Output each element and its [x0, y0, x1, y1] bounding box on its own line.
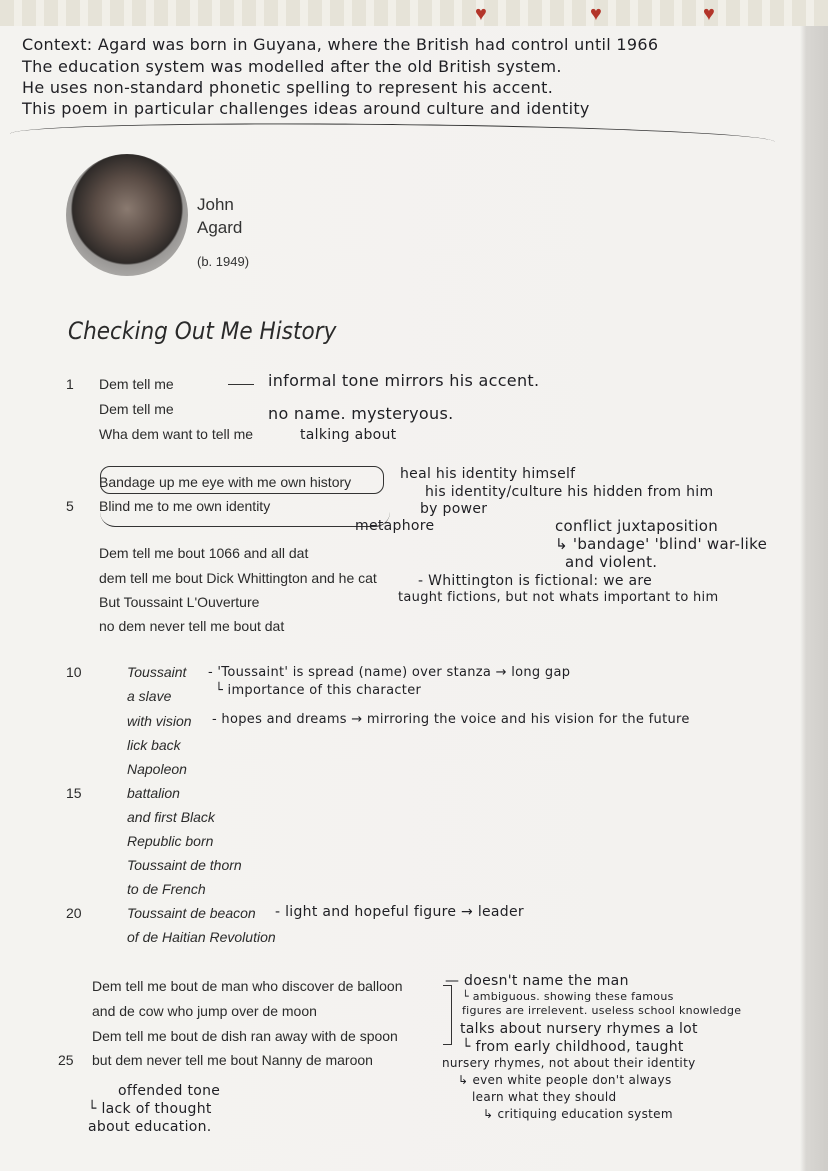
poet-photo: [66, 154, 188, 276]
annotation: nursery rhymes, not about their identity: [442, 1056, 696, 1070]
annotation: metaphore: [355, 518, 435, 534]
context-note: Context: Agard was born in Guyana, where the British had control until 1966: [22, 35, 659, 54]
poet-birth-year: (b. 1949): [197, 254, 250, 269]
annotation: figures are irrelevent. useless school knowledge: [462, 1004, 742, 1017]
poem-line: to de French: [127, 881, 206, 897]
line-number: 20: [66, 905, 82, 921]
divider: [10, 120, 775, 145]
annotation: talking about: [300, 427, 397, 443]
annotation: taught fictions, but not whats important to him: [398, 590, 719, 605]
poem-line: but dem never tell me bout Nanny de maroon: [92, 1052, 373, 1068]
line-number: 25: [58, 1052, 74, 1068]
poem-line: Dem tell me bout de man who discover de balloon: [92, 978, 403, 994]
poem-line: Toussaint: [127, 664, 187, 680]
annotation: - light and hopeful figure → leader: [275, 904, 524, 920]
annotation: by power: [420, 501, 488, 517]
line-number: 1: [66, 376, 74, 392]
poem-line: Dem tell me bout 1066 and all dat: [99, 545, 309, 561]
annotation: heal his identity himself: [400, 466, 576, 482]
annotation-dash: [228, 384, 254, 385]
annotation-bracket: [443, 985, 452, 1045]
line-number: 15: [66, 785, 82, 801]
poem-line: no dem never tell me bout dat: [99, 618, 285, 634]
line-number: 5: [66, 498, 74, 514]
poem-line: and de cow who jump over de moon: [92, 1003, 317, 1019]
poem-line: dem tell me bout Dick Whittington and he cat: [99, 570, 377, 586]
annotation: his identity/culture his hidden from him: [425, 484, 714, 500]
line-number: 10: [66, 664, 82, 680]
poem-line: But Toussaint L'Ouverture: [99, 594, 260, 610]
poet-last-name: Agard: [197, 218, 243, 237]
poem-line: Blind me to me own identity: [99, 498, 271, 514]
annotation: about education.: [88, 1119, 212, 1135]
poem-line: Dem tell me: [99, 376, 174, 392]
poem-line: Wha dem want to tell me: [99, 426, 254, 442]
annotation: - 'Toussaint' is spread (name) over stanza → long gap: [208, 665, 571, 680]
poem-line: Toussaint de beacon: [127, 905, 256, 921]
context-note: This poem in particular challenges ideas around culture and identity: [22, 99, 590, 118]
annotation: ↳ 'bandage' 'blind' war-like: [555, 535, 768, 553]
poem-line: Dem tell me: [99, 401, 174, 417]
annotation: informal tone mirrors his accent.: [268, 371, 540, 390]
annotation: └ importance of this character: [215, 683, 422, 698]
annotation: └ ambiguous. showing these famous: [462, 990, 674, 1003]
poem-line: Republic born: [127, 833, 214, 849]
poem-line: Bandage up me eye with me own history: [99, 474, 352, 490]
annotation: └ lack of thought: [88, 1101, 212, 1117]
annotation-underline: [100, 512, 390, 527]
annotation: - hopes and dreams → mirroring the voice and his vision for the future: [212, 712, 690, 727]
poem-line: Dem tell me bout de dish ran away with de spoon: [92, 1028, 398, 1044]
poem-line: a slave: [127, 688, 172, 704]
annotation: ↳ critiquing education system: [483, 1107, 673, 1121]
annotation-circle: [100, 466, 384, 494]
poem-line: of de Haitian Revolution: [127, 929, 276, 945]
poem-title: Checking Out Me History: [68, 317, 337, 345]
poet-first-name: John: [197, 195, 234, 214]
poem-line: and first Black: [127, 809, 215, 825]
annotation: offended tone: [118, 1083, 221, 1099]
annotation: — doesn't name the man: [445, 973, 629, 989]
annotation: ↳ even white people don't always: [458, 1073, 672, 1087]
heart-icon: ♥: [703, 3, 715, 25]
context-note: The education system was modelled after the old British system.: [22, 57, 562, 76]
annotation: learn what they should: [472, 1090, 617, 1104]
poem-line: battalion: [127, 785, 180, 801]
poem-line: with vision: [127, 713, 192, 729]
annotation: talks about nursery rhymes a lot: [460, 1021, 698, 1037]
heart-icon: ♥: [475, 3, 487, 25]
poem-line: Napoleon: [127, 761, 187, 777]
annotation: - Whittington is fictional: we are: [418, 573, 653, 589]
context-note: He uses non-standard phonetic spelling to represent his accent.: [22, 78, 554, 97]
annotation: no name. mysteryous.: [268, 404, 454, 423]
annotation: └ from early childhood, taught: [462, 1039, 684, 1055]
poem-line: Toussaint de thorn: [127, 857, 242, 873]
annotation: conflict juxtaposition: [555, 517, 719, 535]
annotation: and violent.: [565, 553, 658, 571]
poem-line: lick back: [127, 737, 181, 753]
heart-icon: ♥: [590, 3, 602, 25]
